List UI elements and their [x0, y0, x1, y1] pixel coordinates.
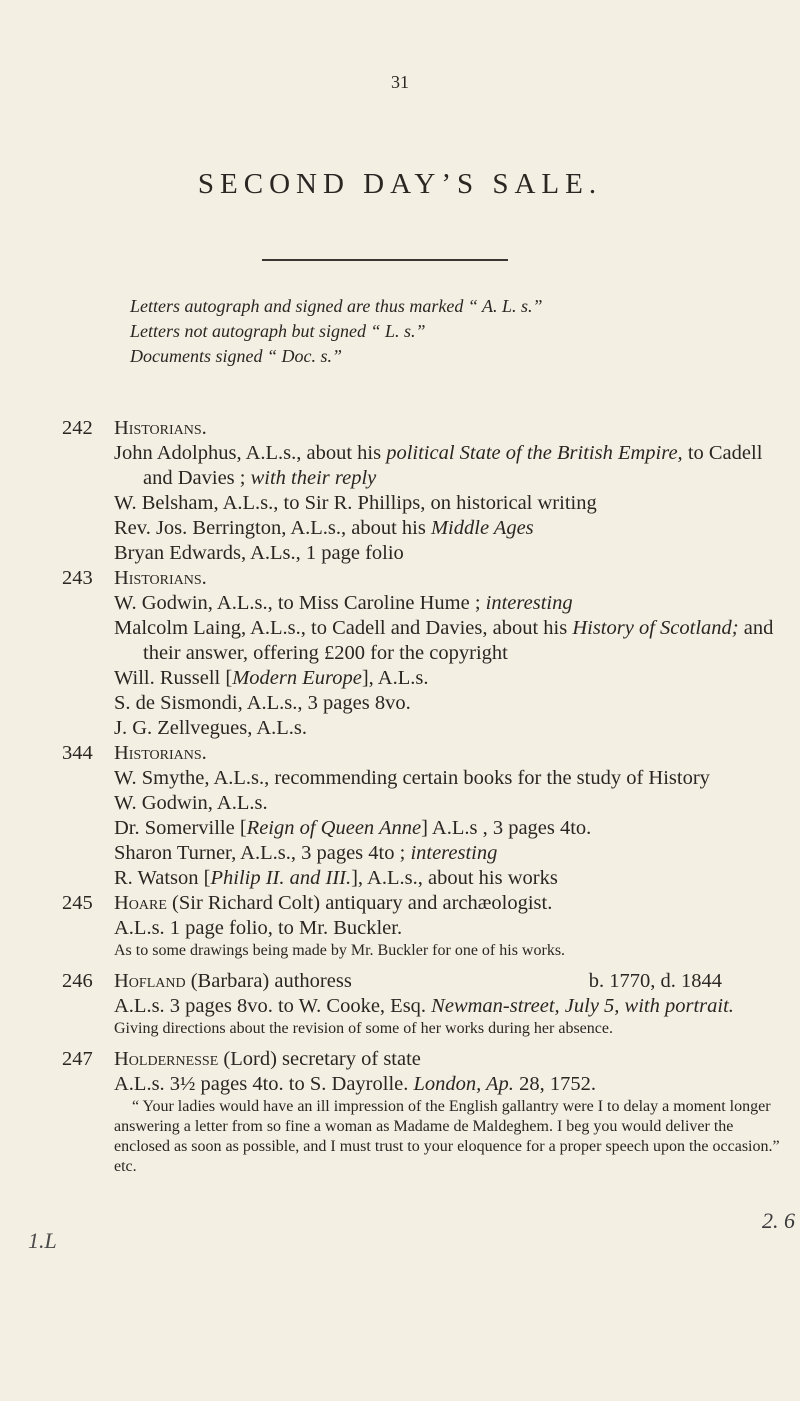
- lot-number: 243: [62, 567, 93, 589]
- lot-number: 245: [62, 892, 93, 914]
- lot-344: [62, 741, 782, 891]
- legend-line: Letters not autograph but signed “ L. s.”: [130, 321, 426, 341]
- lot-247: [62, 1047, 782, 1177]
- lot-number: 242: [62, 417, 93, 439]
- handwritten-annotation-left: 1.L: [28, 1228, 57, 1253]
- lot-243: [62, 566, 782, 741]
- lot-entry: John Adolphus, A.L.s., about his political State of the British Empire, to Cadell and Davies ; with their reply: [114, 442, 763, 489]
- lot-242: [62, 416, 782, 566]
- page-title: SECOND DAY’S SALE.: [197, 168, 603, 200]
- lot-entry: Will. Russell [Modern Europe], A.L.s.: [114, 667, 429, 689]
- lot-description: A.L.s. 1 page folio, to Mr. Buckler.: [114, 917, 403, 939]
- lot-entry: Malcolm Laing, A.L.s., to Cadell and Davies, about his History of Scotland; and their answer, offering £200 for the copyright: [114, 617, 774, 664]
- lot-heading: Hofland: [114, 970, 186, 992]
- lot-quote: “ Your ladies would have an ill impression of the English gallantry were I to delay a moment longer answering a letter from so fine a woman as Madame de Maldeghem. I beg you would deliver the enclosed as soon as possible, and I must trust to your eloquence for a proper speech upon the occasion.” etc.: [114, 1098, 780, 1175]
- lot-description: A.L.s. 3 pages 8vo. to W. Cooke, Esq. Newman-street, July 5, with portrait.: [114, 995, 734, 1017]
- lot-heading: Historians.: [114, 567, 207, 589]
- lot-dates: b. 1770, d. 1844: [588, 970, 722, 992]
- legend-line: Letters autograph and signed are thus marked “ A. L. s.”: [130, 296, 543, 316]
- lot-entry: W. Belsham, A.L.s., to Sir R. Phillips, on historical writing: [114, 492, 597, 514]
- lot-list: [62, 416, 782, 1177]
- lot-number: 247: [62, 1048, 93, 1070]
- lot-entry: Bryan Edwards, A.Ls., 1 page folio: [114, 542, 404, 564]
- lot-note: As to some drawings being made by Mr. Buckler for one of his works.: [114, 942, 566, 959]
- lot-246: [62, 969, 782, 1039]
- lot-entry: Rev. Jos. Berrington, A.L.s., about his Middle Ages: [114, 517, 534, 539]
- lot-entry: R. Watson [Philip II. and III.], A.L.s., about his works: [114, 867, 558, 889]
- lot-heading: Hoare: [114, 892, 167, 914]
- lot-heading-rest: (Lord) secretary of state: [218, 1048, 421, 1070]
- legend: [130, 294, 730, 369]
- lot-entry: W. Smythe, A.L.s., recommending certain books for the study of History: [114, 767, 710, 789]
- lot-number: 246: [62, 970, 93, 992]
- lot-245: [62, 891, 782, 961]
- legend-line: Documents signed “ Doc. s.”: [130, 346, 342, 366]
- lot-entry: J. G. Zellvegues, A.L.s.: [114, 717, 308, 739]
- title-rule: [262, 259, 508, 261]
- page-number: 31: [391, 72, 409, 92]
- lot-description: A.L.s. 3½ pages 4to. to S. Dayrolle. London, Ap. 28, 1752.: [114, 1073, 596, 1095]
- lot-note: Giving directions about the revision of some of her works during her absence.: [114, 1020, 613, 1037]
- lot-heading: Historians.: [114, 417, 207, 439]
- lot-heading-rest: (Sir Richard Colt) antiquary and archæologist.: [166, 892, 553, 914]
- lot-entry: Sharon Turner, A.L.s., 3 pages 4to ; interesting: [114, 842, 498, 864]
- lot-entry: S. de Sismondi, A.L.s., 3 pages 8vo.: [114, 692, 411, 714]
- handwritten-annotation-right: 2. 6: [762, 1208, 795, 1233]
- lot-heading: Historians.: [114, 742, 207, 764]
- lot-entry: W. Godwin, A.L.s., to Miss Caroline Hume ; interesting: [114, 592, 573, 614]
- lot-entry: W. Godwin, A.L.s.: [114, 792, 268, 814]
- lot-heading-rest: (Barbara) authoress: [185, 970, 352, 992]
- lot-entry: Dr. Somerville [Reign of Queen Anne] A.L.s , 3 pages 4to.: [114, 817, 592, 839]
- lot-number: 344: [62, 742, 93, 764]
- lot-heading: Holdernesse: [114, 1048, 219, 1070]
